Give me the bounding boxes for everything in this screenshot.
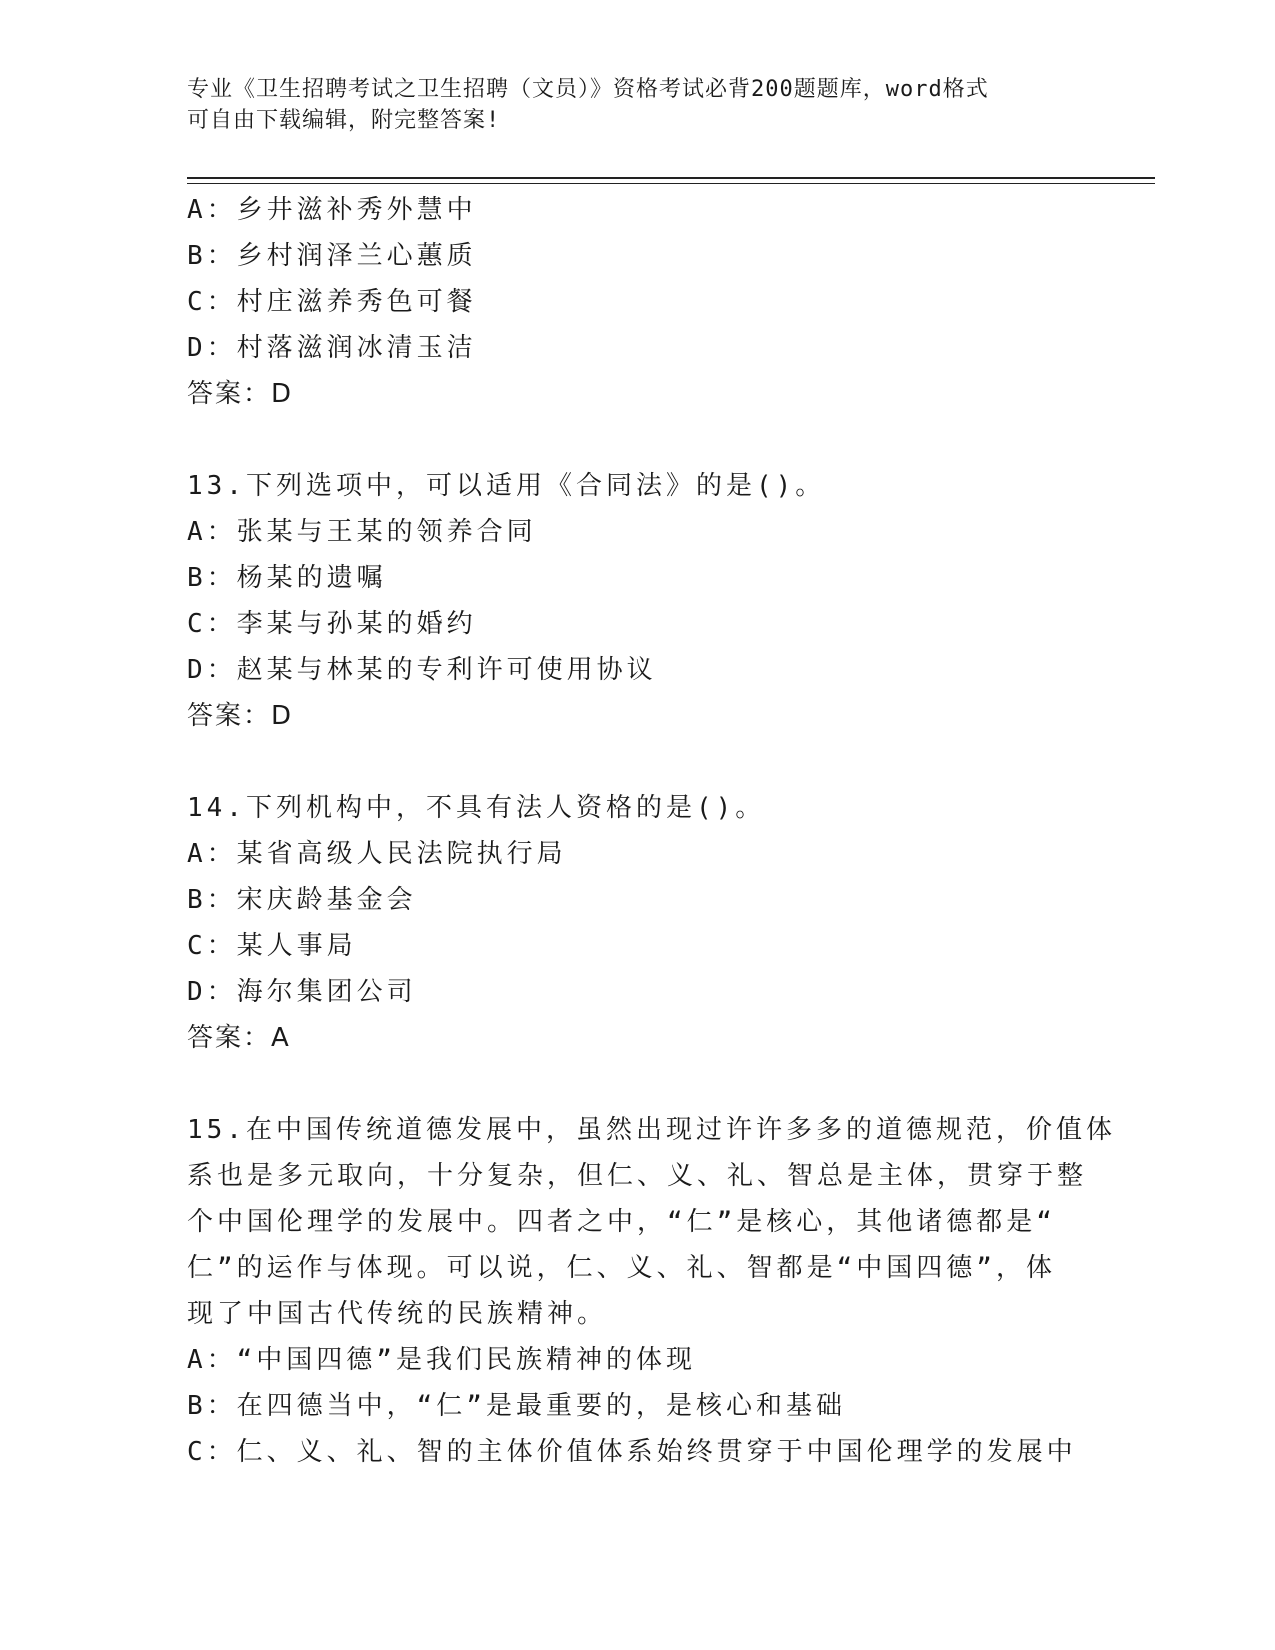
option-d: D：村落滋润冰清玉洁: [187, 333, 477, 363]
question-13: [187, 463, 1087, 739]
header-divider-thick: [187, 177, 1155, 179]
answer-line: 答案：D: [187, 701, 294, 731]
option-a: A：张某与王某的领养合同: [187, 517, 537, 547]
option-c: C：某人事局: [187, 931, 357, 961]
option-a: A：“中国四德”是我们民族精神的体现: [187, 1345, 696, 1375]
option-c: C：村庄滋养秀色可餐: [187, 287, 477, 317]
option-b: B：乡村润泽兰心蕙质: [187, 241, 477, 271]
question-stem: 13.下列选项中，可以适用《合同法》的是()。: [187, 471, 826, 501]
answer-line: 答案：D: [187, 379, 294, 409]
option-c: C：仁、义、礼、智的主体价值体系始终贯穿于中国伦理学的发展中: [187, 1437, 1077, 1467]
question-stem-line-5: 现了中国古代传统的民族精神。: [187, 1299, 608, 1329]
option-b: B：宋庆龄基金会: [187, 885, 417, 915]
document-header: [187, 74, 1087, 136]
option-b: B：杨某的遗嘱: [187, 563, 387, 593]
question-stem-line-4: 仁”的运作与体现。可以说，仁、义、礼、智都是“中国四德”，体: [187, 1253, 1056, 1283]
option-d: D：赵某与林某的专利许可使用协议: [187, 655, 657, 685]
question-stem-line-3: 个中国伦理学的发展中。四者之中，“仁”是核心，其他诸德都是“: [187, 1207, 1056, 1237]
question-stem-line-1: 15.在中国传统道德发展中，虽然出现过许许多多的道德规范，价值体: [187, 1115, 1116, 1145]
header-divider-thin: [187, 183, 1155, 184]
question-stem-line-2: 系也是多元取向，十分复杂，但仁、义、礼、智总是主体，贯穿于整: [187, 1161, 1088, 1191]
option-d: D：海尔集团公司: [187, 977, 417, 1007]
answer-line: 答案：A: [187, 1023, 291, 1053]
option-a: A：某省高级人民法院执行局: [187, 839, 567, 869]
question-12: [187, 187, 1087, 417]
header-title-line-2: 可自由下载编辑，附完整答案!: [187, 108, 501, 133]
option-c: C：李某与孙某的婚约: [187, 609, 477, 639]
question-stem: 14.下列机构中，不具有法人资格的是()。: [187, 793, 766, 823]
option-a: A：乡井滋补秀外慧中: [187, 195, 477, 225]
question-15: [187, 1107, 1116, 1475]
question-list: [187, 187, 1116, 1475]
question-14: [187, 785, 1087, 1061]
header-title-line-1: 专业《卫生招聘考试之卫生招聘（文员）》资格考试必背200题题库，word格式: [187, 77, 989, 102]
option-b: B：在四德当中，“仁”是最重要的，是核心和基础: [187, 1391, 846, 1421]
